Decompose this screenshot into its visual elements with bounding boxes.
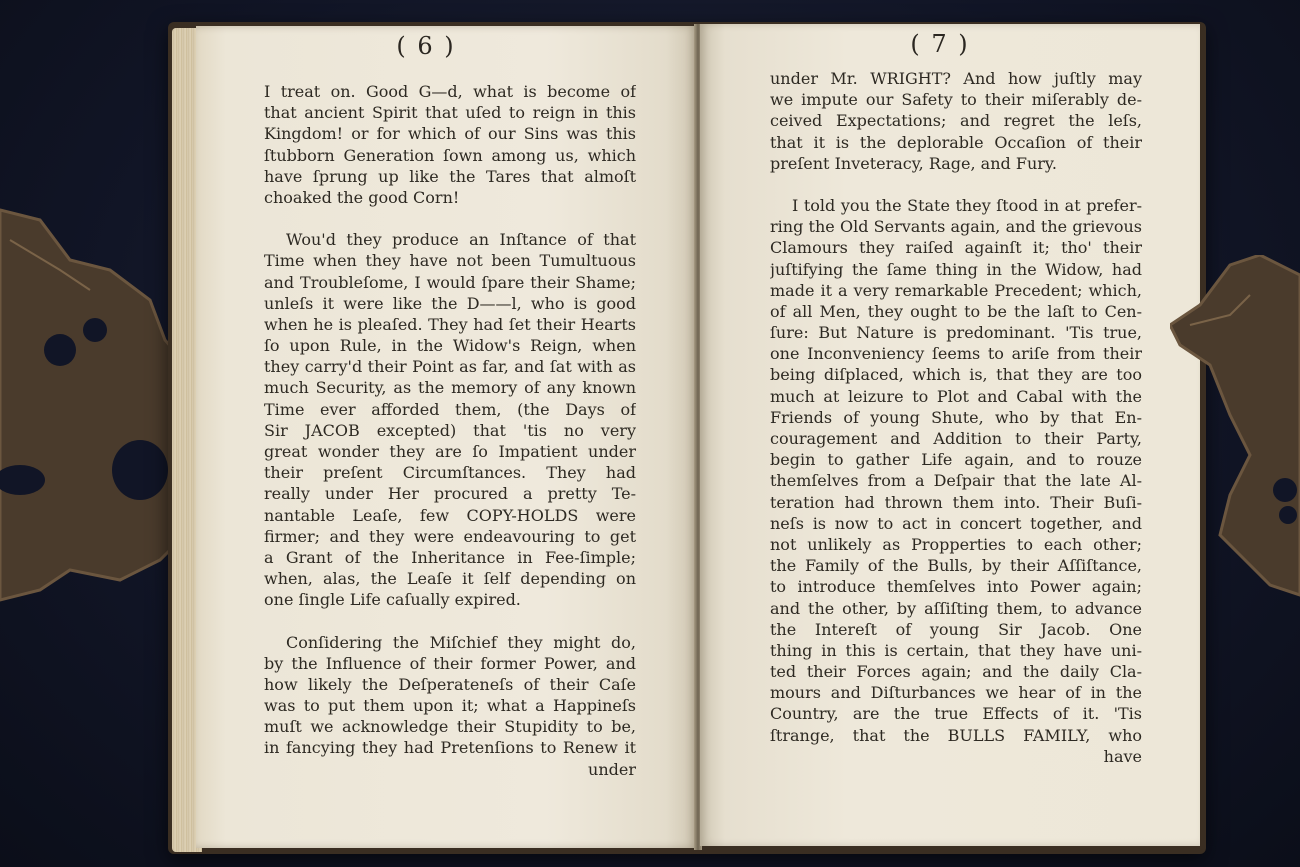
text-line: neſs is now to act in concert together, and bbox=[770, 513, 1142, 533]
right-book-clip bbox=[1170, 255, 1300, 615]
text-line: ſure: But Nature is predominant. 'Tis true, bbox=[770, 323, 1142, 343]
text-line: their preſent Circumſtances. They had bbox=[264, 463, 636, 483]
catchword: have bbox=[1103, 746, 1142, 766]
text-line: Clamours they raiſed againſt it; tho' their bbox=[770, 238, 1142, 258]
text-line: I treat on. Good G—d, what is become of bbox=[264, 82, 636, 101]
text-line: in fancying they had Pretenſions to Renew it bbox=[264, 738, 636, 758]
text-line: great wonder they are ſo Impatient under bbox=[264, 442, 636, 461]
text-line: much Security, as the memory of any known bbox=[264, 378, 636, 398]
text-line: couragement and Addition to their Party, bbox=[770, 429, 1142, 448]
text-line: how likely the Deſperateneſs of their Caſe bbox=[264, 674, 636, 694]
text-line: Time ever afforded them, (the Days of bbox=[264, 399, 636, 419]
text-line: under Mr. WRIGHT? And how juſtly may bbox=[770, 69, 1142, 88]
catchword: under bbox=[588, 759, 636, 779]
paragraph-gap bbox=[264, 611, 636, 632]
text-line: themſelves from a Deſpair that the late Al- bbox=[770, 471, 1142, 491]
text-line: was to put them upon it; what a Happineſs bbox=[264, 696, 636, 716]
text-line: ceived Expectations; and regret the leſs, bbox=[770, 111, 1142, 131]
text-line: Wou'd they produce an Inſtance of that bbox=[286, 230, 636, 250]
text-line: choaked the good Corn! bbox=[264, 187, 460, 207]
text-line: when, alas, the Leaſe it ſelf depending on bbox=[264, 569, 636, 589]
text-line: when he is pleaſed. They had ſet their Hearts bbox=[264, 314, 636, 334]
text-line: muſt we acknowledge their Stupidity to be, bbox=[264, 717, 636, 737]
text-line: made it a very remarkable Precedent; which, bbox=[770, 280, 1142, 300]
page-number-left: ( 6 ) bbox=[396, 32, 456, 60]
text-line: preſent Inveteracy, Rage, and Fury. bbox=[770, 153, 1057, 173]
text-line: thing in this is certain, that they have uni- bbox=[770, 640, 1142, 660]
text-line: Friends of young Shute, who by that En- bbox=[770, 407, 1142, 427]
text-line: unleſs it were like the D——l, who is good bbox=[264, 293, 636, 313]
text-line: that ancient Spirit that uſed to reign in this bbox=[264, 103, 636, 123]
text-line: Country, are the true Effects of it. 'Tis bbox=[770, 704, 1142, 724]
text-line: ſtubborn Generation ſown among us, which bbox=[264, 145, 636, 165]
text-line: the Intereſt of young Sir Jacob. One bbox=[770, 619, 1142, 639]
text-line: much at leizure to Plot and Cabal with the bbox=[770, 386, 1142, 406]
text-line: the Family of the Bulls, by their Aſſiſtance, bbox=[770, 556, 1142, 576]
text-line: ring the Old Servants again, and the grievous bbox=[770, 217, 1142, 237]
text-line: to introduce themſelves into Power again; bbox=[770, 577, 1142, 597]
text-line: that it is the deplorable Occaſion of their bbox=[770, 132, 1142, 152]
text-line: a Grant of the Inheritance in Fee-ſimple; bbox=[264, 547, 636, 567]
text-line: mours and Diſturbances we hear of in the bbox=[770, 683, 1142, 703]
text-line: one Inconveniency ſeems to ariſe from their bbox=[770, 344, 1142, 364]
text-line: juſtifying the ſame thing in the Widow, had bbox=[770, 259, 1142, 279]
text-line: and the other, by aſſiſting them, to advance bbox=[770, 598, 1142, 618]
text-line: they carry'd their Point as far, and ſat with as bbox=[264, 357, 636, 377]
text-line: by the Influence of their former Power, and bbox=[264, 653, 636, 673]
text-line: have ſprung up like the Tares that almoſt bbox=[264, 166, 636, 186]
text-line: not unlikely as Propperties to each other; bbox=[770, 534, 1142, 554]
page-number-right: ( 7 ) bbox=[910, 30, 970, 58]
right-page bbox=[700, 24, 1200, 846]
text-line: ted their Forces again; and the daily Cla- bbox=[770, 662, 1142, 682]
paragraph-gap bbox=[264, 208, 636, 229]
text-line: nantable Leaſe, few COPY-HOLDS were bbox=[264, 505, 636, 525]
text-line: really under Her procured a pretty Te- bbox=[264, 484, 636, 504]
text-line: of all Men, they ought to be the laſt to Cen- bbox=[770, 301, 1142, 321]
text-line: Kingdom! or for which of our Sins was this bbox=[264, 124, 636, 144]
left-page-text bbox=[264, 81, 636, 780]
text-line: and Troubleſome, I would ſpare their Shame; bbox=[264, 272, 636, 292]
text-line: ſtrange, that the BULLS FAMILY, who bbox=[770, 725, 1142, 745]
text-line: begin to gather Life again, and to rouze bbox=[770, 450, 1142, 470]
text-line: being diſplaced, which is, that they are too bbox=[770, 365, 1142, 385]
left-page bbox=[196, 26, 696, 848]
text-line: ſo upon Rule, in the Widow's Reign, when bbox=[264, 336, 636, 356]
paragraph-gap bbox=[770, 174, 1142, 195]
right-page-text bbox=[770, 68, 1142, 767]
text-line: firmer; and they were endeavouring to get bbox=[264, 526, 636, 546]
text-line: Time when they have not been Tumultuous bbox=[264, 251, 636, 271]
text-line: I told you the State they ſtood in at prefer- bbox=[792, 195, 1142, 215]
text-line: Conſidering the Miſchief they might do, bbox=[286, 632, 636, 652]
text-line: Sir JACOB excepted) that 'tis no very bbox=[264, 420, 636, 440]
text-line: teration had thrown them into. Their Buſi- bbox=[770, 492, 1142, 512]
text-line: we impute our Safety to their miſerably de- bbox=[770, 90, 1142, 110]
text-line: one ſingle Life caſually expired. bbox=[264, 590, 521, 610]
